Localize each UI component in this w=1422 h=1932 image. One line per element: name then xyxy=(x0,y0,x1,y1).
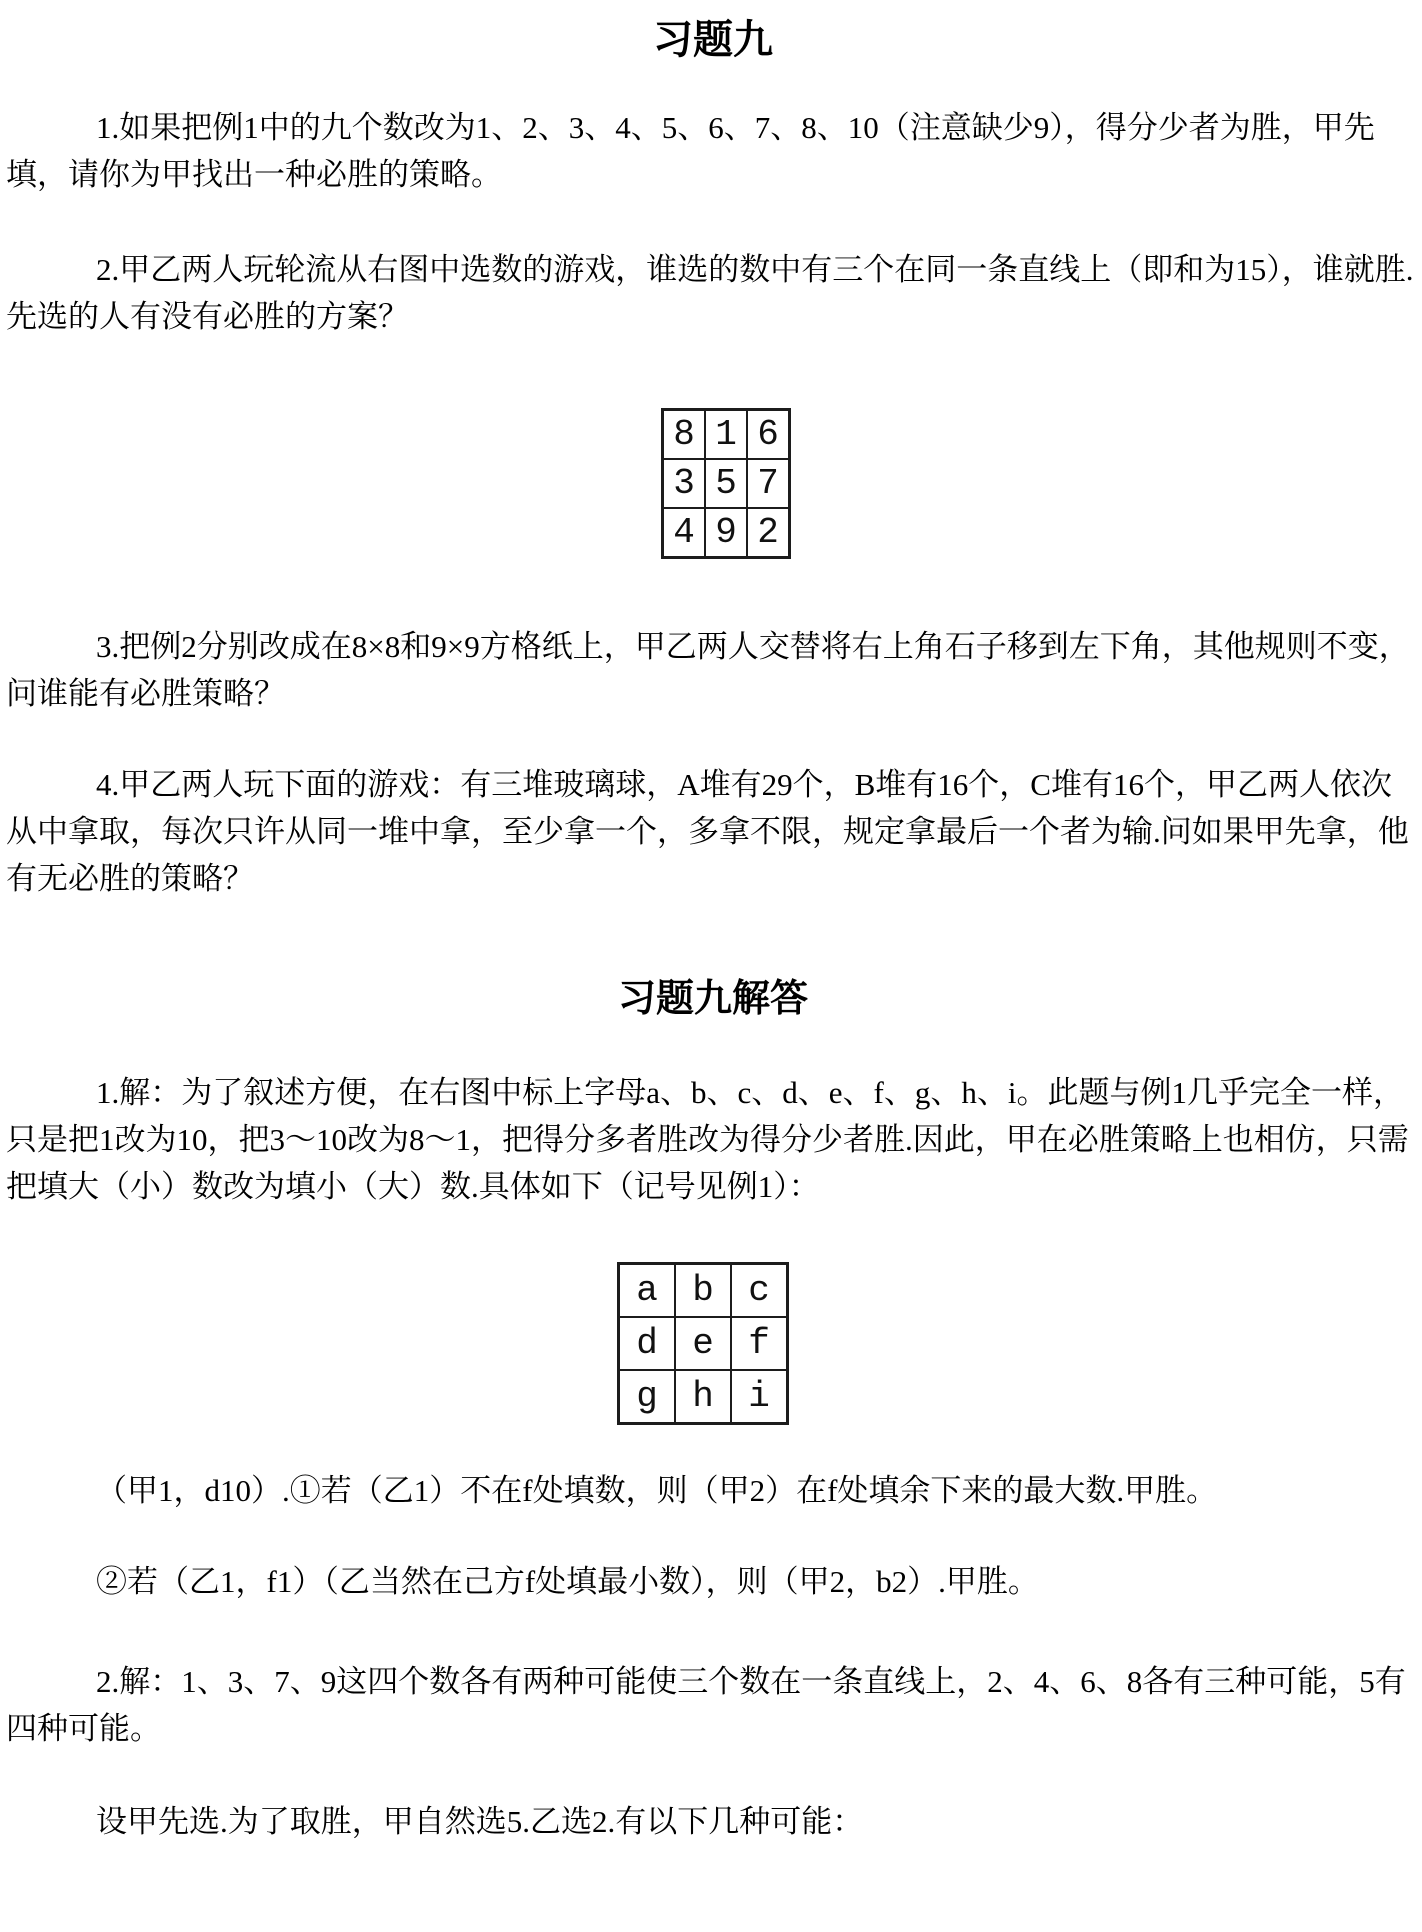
magic-square-cell: 6 xyxy=(747,410,790,460)
letter-grid-row xyxy=(619,1370,788,1424)
magic-square-row xyxy=(663,508,790,558)
problem-1: 1.如果把例1中的九个数改为1、2、3、4、5、6、7、8、10（注意缺少9），得分少者为胜，甲先填，请你为甲找出一种必胜的策略。 xyxy=(6,110,1375,192)
letter-grid-cell: i xyxy=(731,1370,788,1424)
magic-square-row xyxy=(663,459,790,508)
magic-square-cell: 9 xyxy=(705,508,747,558)
letter-grid-cell: g xyxy=(619,1370,676,1424)
letter-grid-row xyxy=(619,1317,788,1370)
problem-4: 4.甲乙两人玩下面的游戏：有三堆玻璃球，A堆有29个，B堆有16个，C堆有16个，甲乙两人依次从中拿取，每次只许从同一堆中拿，至少拿一个，多拿不限，规定拿最后一个者为输.问如果甲先拿，他有无必胜的策略？ xyxy=(6,767,1409,896)
solution-2-intro: 2.解：1、3、7、9这四个数各有两种可能使三个数在一条直线上，2、4、6、8各有三种可能，5有四种可能。 xyxy=(6,1664,1406,1746)
magic-square-cell: 5 xyxy=(705,459,747,508)
letter-grid-cell: e xyxy=(675,1317,731,1370)
magic-square-row xyxy=(663,410,790,460)
problem-3: 3.把例2分别改成在8×8和9×9方格纸上，甲乙两人交替将右上角石子移到左下角，其他规则不变，问谁能有必胜策略？ xyxy=(6,629,1410,711)
letter-grid-cell: f xyxy=(731,1317,788,1370)
magic-square-table xyxy=(661,408,791,559)
letter-grid-cell: d xyxy=(619,1317,676,1370)
solutions-title: 习题九解答 xyxy=(617,976,808,1020)
letter-grid-cell: c xyxy=(731,1264,788,1318)
letter-grid-row xyxy=(619,1264,788,1318)
magic-square-cell: 4 xyxy=(663,508,706,558)
page-title: 习题九 xyxy=(653,17,773,63)
magic-square-cell: 8 xyxy=(663,410,706,460)
solution-1-intro: 1.解：为了叙述方便，在右图中标上字母a、b、c、d、e、f、g、h、i。此题与例1几乎完全一样，只是把1改为10，把3～10改为8～1，把得分多者胜改为得分少者胜.因此，甲在必胜策略上也相仿，只需把填大（小）数改为填小（大）数.具体如下（记号见例1）： xyxy=(6,1075,1409,1204)
solution-2-followup: 设甲先选.为了取胜，甲自然选5.乙选2.有以下几种可能： xyxy=(96,1804,864,1839)
magic-square-cell: 1 xyxy=(705,410,747,460)
magic-square-cell: 2 xyxy=(747,508,790,558)
letter-grid-table xyxy=(617,1262,789,1425)
solution-1-case-1: （甲1，d10）.①若（乙1）不在f处填数，则（甲2）在f处填余下来的最大数.甲胜。 xyxy=(96,1473,1218,1508)
letter-grid-cell: b xyxy=(675,1264,731,1318)
magic-square-cell: 3 xyxy=(663,459,706,508)
letter-grid-cell: a xyxy=(619,1264,676,1318)
problem-2: 2.甲乙两人玩轮流从右图中选数的游戏，谁选的数中有三个在同一条直线上（即和为15），谁就胜.先选的人有没有必胜的方案？ xyxy=(6,252,1414,334)
letter-grid-cell: h xyxy=(675,1370,731,1424)
solution-1-case-2: ②若（乙1，f1）（乙当然在己方f处填最小数），则（甲2，b2）.甲胜。 xyxy=(96,1564,1039,1599)
magic-square-cell: 7 xyxy=(747,459,790,508)
